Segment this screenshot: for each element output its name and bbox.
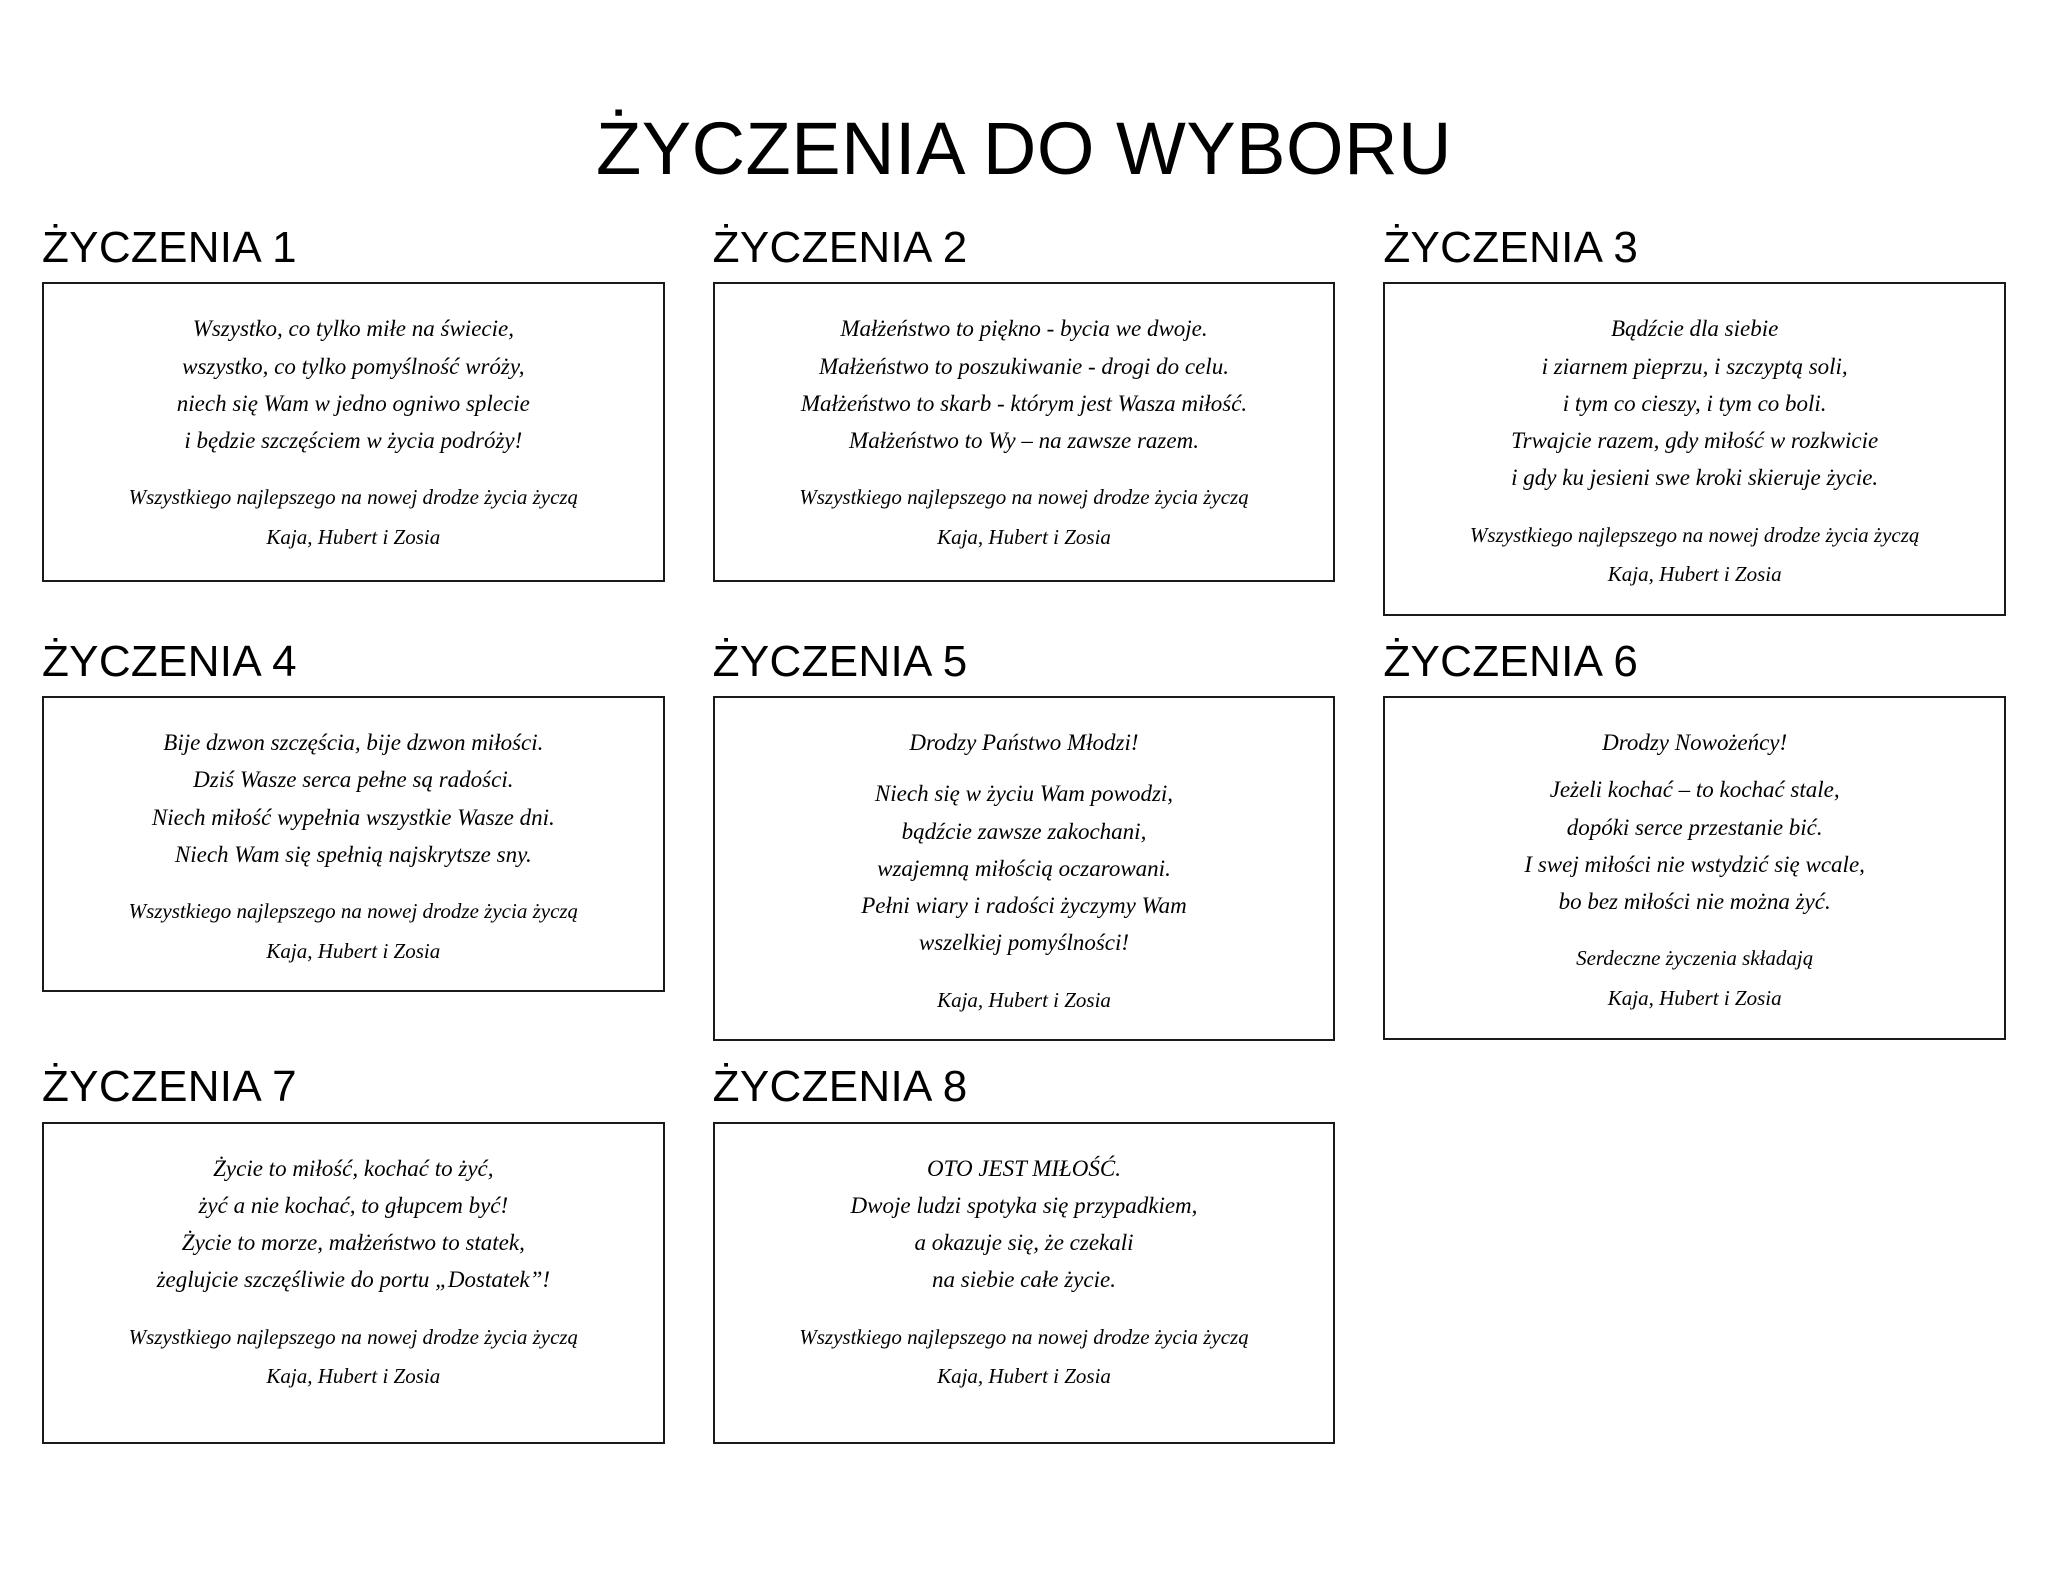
wish-signature: Kaja, Hubert i Zosia [266, 524, 441, 549]
wish-card-heading: ŻYCZENIA 4 [42, 636, 297, 686]
wish-line: żeglujcie szczęśliwie do portu „Dostatek”! [156, 1267, 551, 1293]
wish-line: bo bez miłości nie można żyć. [1558, 889, 1831, 915]
wish-line: a okazuje się, że czekali [914, 1230, 1134, 1256]
wish-closing [64, 895, 643, 968]
wish-line: wzajemną miłością oczarowani. [877, 855, 1171, 881]
wish-card-2 [713, 224, 1336, 616]
wish-closing-text: Wszystkiego najlepszego na nowej drodze życia życzą [799, 485, 1249, 510]
wish-card-heading: ŻYCZENIA 3 [1383, 223, 1639, 272]
wish-card-heading: ŻYCZENIA 8 [712, 1062, 968, 1112]
wish-line: Życie to miłość, kochać to żyć, [213, 1155, 494, 1181]
wish-line: Życie to morze, małżeństwo to statek, [181, 1230, 525, 1256]
wish-card-box [42, 696, 665, 992]
wish-line: Małżeństwo to Wy – na zawsze razem. [849, 428, 1199, 454]
wish-signature: Kaja, Hubert i Zosia [266, 1364, 441, 1389]
wish-closing-text: Wszystkiego najlepszego na nowej drodze życia życzą [1469, 522, 1920, 547]
wish-line: i będzie szczęściem w życia podróży! [184, 428, 523, 454]
wish-closing [1405, 519, 1984, 592]
wish-signature: Kaja, Hubert i Zosia [1607, 562, 1782, 587]
wish-card-7 [42, 1063, 665, 1443]
wish-closing-text: Wszystkiego najlepszego na nowej drodze życia życzą [128, 899, 579, 924]
wish-closing-text: Wszystkiego najlepszego na nowej drodze życia życzą [128, 1324, 579, 1349]
wish-line: wszystko, co tylko pomyślność wróży, [182, 353, 525, 379]
wish-card-3 [1383, 224, 2006, 616]
wish-card-box [1383, 696, 2006, 1039]
wish-card-box [1383, 282, 2006, 615]
page-title: ŻYCZENIA DO WYBORU [596, 107, 1452, 190]
wish-signature: Kaja, Hubert i Zosia [937, 524, 1111, 549]
wish-card-5 [713, 638, 1336, 1041]
wish-line: OTO JEST MIŁOŚĆ. [926, 1155, 1122, 1181]
wish-signature: Kaja, Hubert i Zosia [266, 938, 441, 963]
wish-closing [1405, 942, 1984, 1015]
wish-signature: Kaja, Hubert i Zosia [937, 1364, 1111, 1389]
wish-line: wszelkiej pomyślności! [918, 930, 1130, 956]
wish-line: Bije dzwon szczęścia, bije dzwon miłości. [163, 730, 544, 756]
wish-card-4 [42, 638, 665, 1041]
wish-line: Niech miłość wypełnia wszystkie Wasze dni. [151, 804, 555, 830]
wish-card-6 [1383, 638, 2006, 1041]
wish-line: Wszystko, co tylko miłe na świecie, [192, 316, 514, 342]
wish-closing [735, 481, 1314, 554]
wish-line: żyć a nie kochać, to głupcem być! [198, 1192, 509, 1218]
wish-closing [64, 481, 643, 554]
wish-card-heading: ŻYCZENIA 7 [42, 1062, 297, 1112]
wish-line: Dziś Wasze serca pełne są radości. [193, 767, 514, 793]
wish-closing-text: Wszystkiego najlepszego na nowej drodze życia życzą [128, 485, 579, 510]
wish-signature: Kaja, Hubert i Zosia [937, 987, 1111, 1012]
wish-card-8 [713, 1063, 1336, 1443]
wish-line: Dwoje ludzi spotyka się przypadkiem, [850, 1192, 1198, 1218]
wish-card-box [713, 282, 1336, 582]
wish-closing [64, 1321, 643, 1394]
empty-slot [1383, 1063, 2006, 1443]
wish-closing [735, 984, 1314, 1018]
wish-line: I swej miłości nie wstydzić się wcale, [1524, 851, 1865, 877]
wish-card-1 [42, 224, 665, 616]
wish-line: Niech się w życiu Wam powodzi, [874, 781, 1174, 807]
wish-line: bądźcie zawsze zakochani, [901, 818, 1147, 844]
wish-line: Niech Wam się spełnią najskrytsze sny. [174, 841, 532, 867]
wish-card-heading: ŻYCZENIA 2 [712, 223, 968, 272]
wishes-grid [0, 224, 2048, 1444]
wish-line: dopóki serce przestanie bić. [1566, 814, 1823, 840]
wish-line: na siebie całe życie. [932, 1267, 1116, 1293]
wish-line: Pełni wiary i radości życzymy Wam [861, 893, 1187, 919]
wish-card-box [42, 1122, 665, 1444]
wish-closing [735, 1321, 1314, 1394]
wish-line: i tym co cieszy, i tym co boli. [1562, 390, 1827, 416]
wish-card-box [42, 282, 665, 582]
wish-line: Drodzy Państwo Młodzi! [909, 730, 1139, 756]
wish-closing-text: Wszystkiego najlepszego na nowej drodze życia życzą [799, 1324, 1249, 1349]
wish-line: niech się Wam w jedno ogniwo splecie [176, 390, 530, 416]
wish-line: i gdy ku jesieni swe kroki skieruje życie. [1511, 465, 1879, 491]
wish-card-box [713, 696, 1336, 1041]
wish-line: Trwajcie razem, gdy miłość w rozkwicie [1511, 428, 1879, 454]
wish-line: Drodzy Nowożeńcy! [1602, 730, 1788, 756]
wish-line: Jeżeli kochać – to kochać stale, [1549, 777, 1840, 803]
wish-line: Małżeństwo to skarb - którym jest Wasza miłość. [800, 390, 1248, 416]
wish-signature: Kaja, Hubert i Zosia [1607, 986, 1782, 1011]
wish-card-box [713, 1122, 1336, 1444]
wish-closing-text: Serdeczne życzenia składają [1576, 946, 1814, 971]
wish-card-heading: ŻYCZENIA 6 [1383, 636, 1639, 686]
wish-line: Bądźcie dla siebie [1610, 316, 1779, 342]
wish-line: i ziarnem pieprzu, i szczyptą soli, [1541, 353, 1848, 379]
wish-line: Małżeństwo to piękno - bycia we dwoje. [840, 316, 1208, 342]
wish-card-heading: ŻYCZENIA 1 [42, 223, 297, 272]
wish-line: Małżeństwo to poszukiwanie - drogi do celu. [819, 353, 1229, 379]
wish-card-heading: ŻYCZENIA 5 [712, 636, 968, 686]
